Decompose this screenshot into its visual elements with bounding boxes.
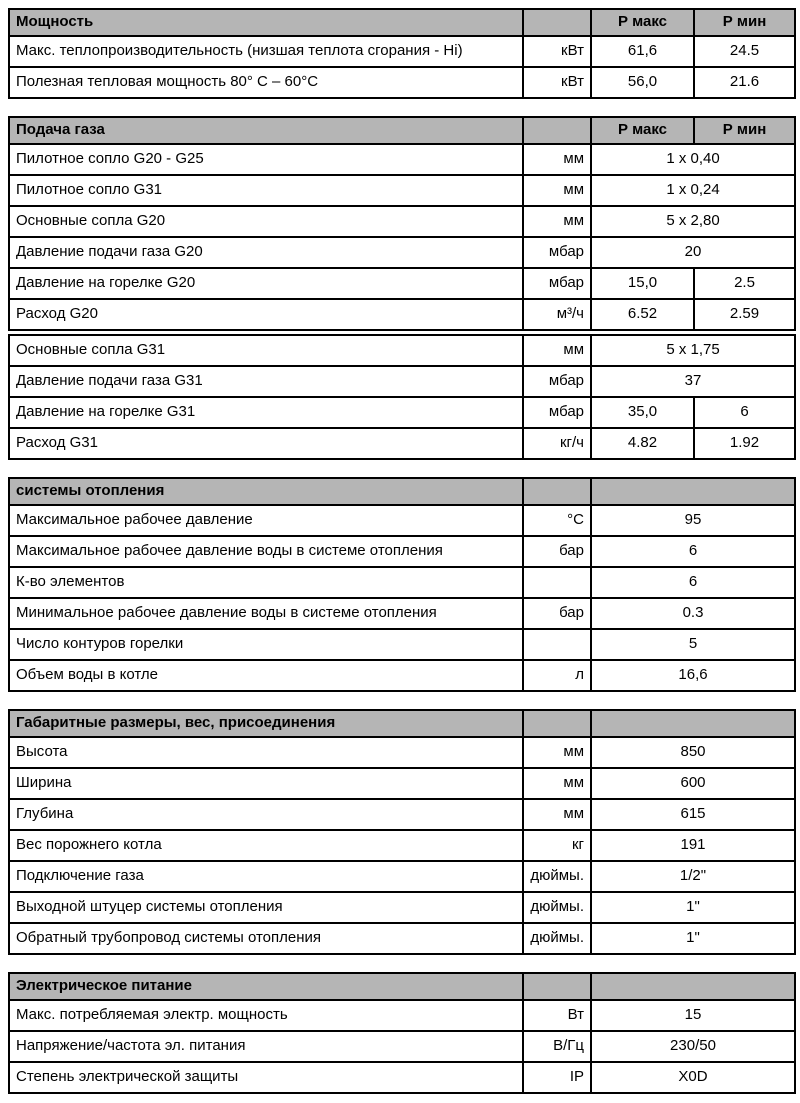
column-header-pmin: Р мин bbox=[694, 9, 795, 36]
spec-row bbox=[9, 629, 795, 660]
row-value: 1 x 0,40 bbox=[591, 144, 795, 175]
row-value-pmax: 15,0 bbox=[591, 268, 694, 299]
row-label: Вес порожнего котла bbox=[9, 830, 523, 861]
value-column-header bbox=[591, 973, 795, 1000]
row-unit: кВт bbox=[523, 67, 591, 98]
spec-row bbox=[9, 175, 795, 206]
spec-row bbox=[9, 299, 795, 330]
row-unit: бар bbox=[523, 536, 591, 567]
row-label: Макс. теплопроизводительность (низшая теплота сгорания - Hi) bbox=[9, 36, 523, 67]
row-label: Основные сопла G31 bbox=[9, 335, 523, 366]
row-label: Расход G20 bbox=[9, 299, 523, 330]
row-label: Напряжение/частота эл. питания bbox=[9, 1031, 523, 1062]
row-unit: мм bbox=[523, 175, 591, 206]
table-gas-supply-part2 bbox=[8, 334, 796, 460]
spec-row bbox=[9, 206, 795, 237]
spec-row bbox=[9, 567, 795, 598]
spec-row bbox=[9, 1000, 795, 1031]
row-value-pmax: 35,0 bbox=[591, 397, 694, 428]
row-label: Полезная тепловая мощность 80° С – 60°С bbox=[9, 67, 523, 98]
row-unit: мм bbox=[523, 335, 591, 366]
row-label: Давление на горелке G20 bbox=[9, 268, 523, 299]
table-block-gas-supply bbox=[8, 116, 794, 460]
table-power bbox=[8, 8, 796, 99]
row-unit: IP bbox=[523, 1062, 591, 1093]
row-label: Давление подачи газа G20 bbox=[9, 237, 523, 268]
spec-row bbox=[9, 536, 795, 567]
row-value: 5 bbox=[591, 629, 795, 660]
row-value: 95 bbox=[591, 505, 795, 536]
row-value: 1" bbox=[591, 923, 795, 954]
row-unit: мм bbox=[523, 144, 591, 175]
row-label: Расход G31 bbox=[9, 428, 523, 459]
row-unit: м³/ч bbox=[523, 299, 591, 330]
row-label: Высота bbox=[9, 737, 523, 768]
table-title: Мощность bbox=[9, 9, 523, 36]
spec-row bbox=[9, 830, 795, 861]
spec-row bbox=[9, 1062, 795, 1093]
row-value: 230/50 bbox=[591, 1031, 795, 1062]
spec-row bbox=[9, 923, 795, 954]
unit-column-header bbox=[523, 9, 591, 36]
row-value: 600 bbox=[591, 768, 795, 799]
row-label: Объем воды в котле bbox=[9, 660, 523, 691]
table-block-power bbox=[8, 8, 794, 99]
table-block-electrical bbox=[8, 972, 794, 1094]
column-header-pmax: Р макс bbox=[591, 9, 694, 36]
row-unit: мбар bbox=[523, 237, 591, 268]
row-unit: кг bbox=[523, 830, 591, 861]
spec-row bbox=[9, 67, 795, 98]
row-label: К-во элементов bbox=[9, 567, 523, 598]
row-value-pmax: 4.82 bbox=[591, 428, 694, 459]
row-value: X0D bbox=[591, 1062, 795, 1093]
row-unit: мбар bbox=[523, 268, 591, 299]
row-label: Минимальное рабочее давление воды в системе отопления bbox=[9, 598, 523, 629]
header-row-electrical bbox=[9, 973, 795, 1000]
spec-row bbox=[9, 397, 795, 428]
row-unit: мм bbox=[523, 206, 591, 237]
spec-row bbox=[9, 237, 795, 268]
row-unit: мбар bbox=[523, 366, 591, 397]
row-label: Обратный трубопровод системы отопления bbox=[9, 923, 523, 954]
unit-column-header bbox=[523, 117, 591, 144]
row-value-pmin: 2.59 bbox=[694, 299, 795, 330]
row-value: 1" bbox=[591, 892, 795, 923]
header-row-heating-system bbox=[9, 478, 795, 505]
row-value: 191 bbox=[591, 830, 795, 861]
spec-row bbox=[9, 768, 795, 799]
table-electrical bbox=[8, 972, 796, 1094]
row-value: 1 x 0,24 bbox=[591, 175, 795, 206]
row-value: 1/2" bbox=[591, 861, 795, 892]
row-unit: мм bbox=[523, 737, 591, 768]
row-value: 0.3 bbox=[591, 598, 795, 629]
spec-row bbox=[9, 737, 795, 768]
row-value: 16,6 bbox=[591, 660, 795, 691]
unit-column-header bbox=[523, 478, 591, 505]
row-label: Максимальное рабочее давление воды в системе отопления bbox=[9, 536, 523, 567]
row-value: 20 bbox=[591, 237, 795, 268]
row-label: Подключение газа bbox=[9, 861, 523, 892]
row-value-pmin: 21.6 bbox=[694, 67, 795, 98]
row-label: Число контуров горелки bbox=[9, 629, 523, 660]
row-label: Пилотное сопло G20 - G25 bbox=[9, 144, 523, 175]
row-value: 615 bbox=[591, 799, 795, 830]
table-title: системы отопления bbox=[9, 478, 523, 505]
row-unit bbox=[523, 629, 591, 660]
row-unit: дюймы. bbox=[523, 923, 591, 954]
row-unit: дюймы. bbox=[523, 861, 591, 892]
row-unit: мбар bbox=[523, 397, 591, 428]
table-dimensions bbox=[8, 709, 796, 955]
row-unit: бар bbox=[523, 598, 591, 629]
table-title: Электрическое питание bbox=[9, 973, 523, 1000]
row-label: Ширина bbox=[9, 768, 523, 799]
spec-row bbox=[9, 799, 795, 830]
row-label: Выходной штуцер системы отопления bbox=[9, 892, 523, 923]
spec-row bbox=[9, 36, 795, 67]
row-unit: дюймы. bbox=[523, 892, 591, 923]
row-label: Максимальное рабочее давление bbox=[9, 505, 523, 536]
value-column-header bbox=[591, 478, 795, 505]
table-heating-system bbox=[8, 477, 796, 692]
table-title: Подача газа bbox=[9, 117, 523, 144]
row-value: 5 x 1,75 bbox=[591, 335, 795, 366]
table-title: Габаритные размеры, вес, присоединения bbox=[9, 710, 523, 737]
row-value: 15 bbox=[591, 1000, 795, 1031]
spec-row bbox=[9, 366, 795, 397]
spec-row bbox=[9, 861, 795, 892]
spec-row bbox=[9, 335, 795, 366]
row-value: 6 bbox=[591, 567, 795, 598]
spec-row bbox=[9, 660, 795, 691]
spec-row bbox=[9, 892, 795, 923]
row-value-pmax: 6.52 bbox=[591, 299, 694, 330]
row-label: Степень электрической защиты bbox=[9, 1062, 523, 1093]
row-label: Пилотное сопло G31 bbox=[9, 175, 523, 206]
row-label: Глубина bbox=[9, 799, 523, 830]
row-value: 37 bbox=[591, 366, 795, 397]
table-block-dimensions bbox=[8, 709, 794, 955]
spec-row bbox=[9, 268, 795, 299]
row-unit: кг/ч bbox=[523, 428, 591, 459]
row-unit bbox=[523, 567, 591, 598]
row-unit: мм bbox=[523, 799, 591, 830]
row-value-pmin: 6 bbox=[694, 397, 795, 428]
row-value-pmin: 2.5 bbox=[694, 268, 795, 299]
spec-row bbox=[9, 428, 795, 459]
row-value: 850 bbox=[591, 737, 795, 768]
row-value-pmin: 24.5 bbox=[694, 36, 795, 67]
spec-row bbox=[9, 144, 795, 175]
table-gas-supply bbox=[8, 116, 796, 331]
row-unit: л bbox=[523, 660, 591, 691]
unit-column-header bbox=[523, 973, 591, 1000]
row-unit: кВт bbox=[523, 36, 591, 67]
row-label: Макс. потребляемая электр. мощность bbox=[9, 1000, 523, 1031]
header-row-power bbox=[9, 9, 795, 36]
row-value-pmin: 1.92 bbox=[694, 428, 795, 459]
spec-row bbox=[9, 1031, 795, 1062]
row-value: 5 x 2,80 bbox=[591, 206, 795, 237]
table-block-heating-system bbox=[8, 477, 794, 692]
row-unit: °С bbox=[523, 505, 591, 536]
row-unit: В/Гц bbox=[523, 1031, 591, 1062]
value-column-header bbox=[591, 710, 795, 737]
row-unit: мм bbox=[523, 768, 591, 799]
column-header-pmin: Р мин bbox=[694, 117, 795, 144]
header-row-dimensions bbox=[9, 710, 795, 737]
row-value: 6 bbox=[591, 536, 795, 567]
row-value-pmax: 56,0 bbox=[591, 67, 694, 98]
row-label: Основные сопла G20 bbox=[9, 206, 523, 237]
header-row-gas-supply bbox=[9, 117, 795, 144]
row-label: Давление на горелке G31 bbox=[9, 397, 523, 428]
row-label: Давление подачи газа G31 bbox=[9, 366, 523, 397]
unit-column-header bbox=[523, 710, 591, 737]
spec-row bbox=[9, 598, 795, 629]
column-header-pmax: Р макс bbox=[591, 117, 694, 144]
row-unit: Вт bbox=[523, 1000, 591, 1031]
spec-row bbox=[9, 505, 795, 536]
row-value-pmax: 61,6 bbox=[591, 36, 694, 67]
